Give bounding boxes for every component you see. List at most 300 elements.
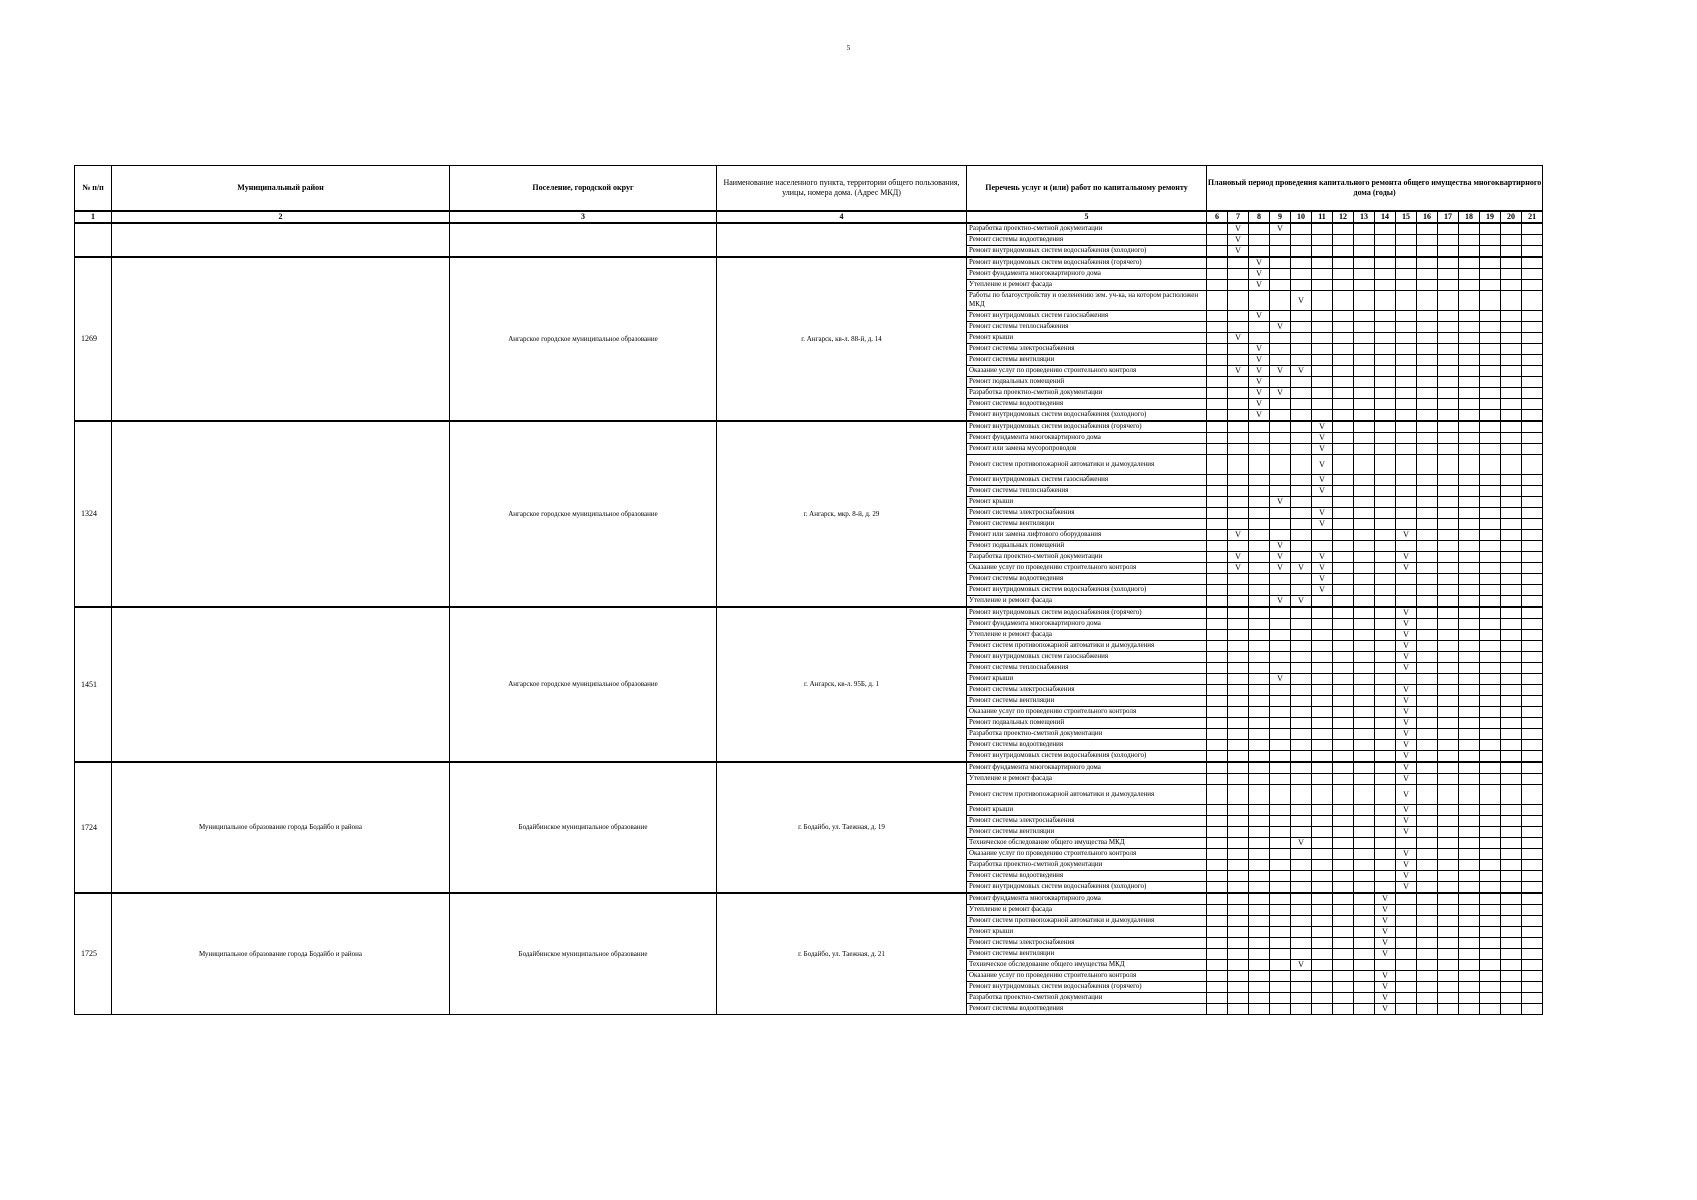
year-cell: [1333, 432, 1354, 443]
year-cell: [1459, 815, 1480, 826]
year-cell: [1459, 784, 1480, 804]
header-works: Перечень услуг и (или) работ по капитальному ремонту: [967, 166, 1207, 211]
year-cell: [1480, 1003, 1501, 1014]
year-mark: V: [1396, 728, 1417, 739]
year-cell: [1228, 695, 1249, 706]
year-cell: [1354, 695, 1375, 706]
year-cell: [1312, 684, 1333, 695]
year-cell: [1522, 529, 1543, 540]
year-cell: [1480, 376, 1501, 387]
year-cell: [1291, 343, 1312, 354]
year-cell: [1291, 848, 1312, 859]
year-cell: [1480, 584, 1501, 595]
year-cell: [1480, 618, 1501, 629]
work-item: Ремонт или замена лифтового оборудования: [967, 529, 1207, 540]
year-cell: [1228, 279, 1249, 290]
year-cell: [1417, 629, 1438, 640]
year-cell: [1333, 245, 1354, 257]
year-cell: [1354, 332, 1375, 343]
year-cell: [1291, 684, 1312, 695]
row-number: [75, 223, 112, 257]
year-cell: [1501, 607, 1522, 619]
year-cell: [1375, 739, 1396, 750]
year-cell: [1249, 848, 1270, 859]
year-cell: [1228, 937, 1249, 948]
year-mark: V: [1249, 365, 1270, 376]
year-cell: [1396, 474, 1417, 485]
work-item: Ремонт фундамента многоквартирного дома: [967, 432, 1207, 443]
year-cell: [1270, 937, 1291, 948]
year-cell: [1417, 443, 1438, 454]
year-cell: [1333, 540, 1354, 551]
year-cell: [1207, 981, 1228, 992]
year-cell: [1438, 398, 1459, 409]
year-cell: [1312, 750, 1333, 762]
year-cell: [1396, 496, 1417, 507]
year-mark: V: [1228, 529, 1249, 540]
year-cell: [1312, 739, 1333, 750]
work-item: Ремонт крыши: [967, 332, 1207, 343]
work-item: Утепление и ремонт фасада: [967, 904, 1207, 915]
year-cell: [1375, 310, 1396, 321]
year-cell: [1207, 695, 1228, 706]
year-cell: [1249, 915, 1270, 926]
year-cell: [1270, 529, 1291, 540]
year-cell: [1438, 948, 1459, 959]
work-item: Ремонт систем противопожарной автоматики и дымоудаления: [967, 915, 1207, 926]
year-cell: [1480, 432, 1501, 443]
year-cell: [1375, 454, 1396, 474]
year-cell: [1501, 529, 1522, 540]
year-cell: [1354, 784, 1375, 804]
year-cell: [1417, 937, 1438, 948]
year-cell: [1438, 728, 1459, 739]
year-cell: [1291, 268, 1312, 279]
year-cell: [1522, 223, 1543, 235]
row-number: 1269: [75, 257, 112, 421]
year-cell: [1480, 474, 1501, 485]
year-cell: [1207, 640, 1228, 651]
year-cell: [1228, 750, 1249, 762]
work-item: Ремонт системы водоотведения: [967, 870, 1207, 881]
year-cell: [1522, 893, 1543, 905]
year-cell: [1270, 992, 1291, 1003]
year-cell: [1270, 485, 1291, 496]
year-cell: [1333, 673, 1354, 684]
year-cell: [1438, 629, 1459, 640]
year-cell: [1291, 804, 1312, 815]
year-mark: V: [1312, 432, 1333, 443]
year-cell: [1291, 893, 1312, 905]
work-item: Оказание услуг по проведению строительного контроля: [967, 706, 1207, 717]
year-cell: [1249, 443, 1270, 454]
year-cell: [1396, 837, 1417, 848]
year-cell: [1312, 728, 1333, 739]
year-mark: V: [1270, 365, 1291, 376]
year-cell: [1438, 684, 1459, 695]
settlement-cell: Бодайбинское муниципальное образование: [450, 893, 717, 1015]
year-cell: [1333, 268, 1354, 279]
year-cell: [1312, 343, 1333, 354]
year-cell: [1459, 496, 1480, 507]
year-cell: [1354, 376, 1375, 387]
year-cell: [1291, 607, 1312, 619]
year-cell: [1312, 257, 1333, 269]
year-cell: [1522, 321, 1543, 332]
year-column-number-11: 11: [1312, 211, 1333, 223]
year-cell: [1417, 992, 1438, 1003]
year-cell: [1459, 970, 1480, 981]
year-cell: [1438, 551, 1459, 562]
year-cell: [1522, 629, 1543, 640]
year-cell: [1480, 454, 1501, 474]
year-cell: [1249, 551, 1270, 562]
year-cell: [1480, 859, 1501, 870]
year-cell: [1270, 354, 1291, 365]
year-cell: [1396, 992, 1417, 1003]
year-cell: [1417, 454, 1438, 474]
year-cell: [1459, 826, 1480, 837]
year-cell: [1522, 354, 1543, 365]
year-cell: [1438, 762, 1459, 774]
year-cell: [1396, 454, 1417, 474]
year-cell: [1354, 773, 1375, 784]
year-cell: [1354, 926, 1375, 937]
year-cell: [1249, 728, 1270, 739]
year-cell: [1501, 970, 1522, 981]
year-cell: [1438, 784, 1459, 804]
year-cell: [1228, 815, 1249, 826]
year-cell: [1270, 739, 1291, 750]
year-cell: [1375, 551, 1396, 562]
work-item: Ремонт крыши: [967, 673, 1207, 684]
year-cell: [1270, 706, 1291, 717]
year-cell: [1249, 507, 1270, 518]
year-cell: [1354, 859, 1375, 870]
year-cell: [1291, 815, 1312, 826]
year-cell: [1354, 717, 1375, 728]
year-cell: [1375, 640, 1396, 651]
year-cell: [1438, 937, 1459, 948]
year-cell: [1459, 245, 1480, 257]
year-mark: V: [1396, 706, 1417, 717]
year-cell: [1375, 421, 1396, 433]
year-cell: [1207, 717, 1228, 728]
year-cell: [1438, 354, 1459, 365]
year-cell: [1270, 728, 1291, 739]
year-cell: [1312, 1003, 1333, 1014]
year-cell: [1228, 398, 1249, 409]
row-number: 1324: [75, 421, 112, 607]
year-cell: [1228, 268, 1249, 279]
year-cell: [1333, 595, 1354, 607]
year-cell: [1228, 387, 1249, 398]
year-cell: [1207, 310, 1228, 321]
year-cell: [1438, 595, 1459, 607]
year-cell: [1207, 651, 1228, 662]
year-cell: [1228, 959, 1249, 970]
year-cell: [1522, 640, 1543, 651]
year-cell: [1375, 662, 1396, 673]
year-cell: [1480, 279, 1501, 290]
year-cell: [1417, 1003, 1438, 1014]
year-cell: [1354, 343, 1375, 354]
year-cell: [1207, 474, 1228, 485]
year-cell: [1270, 837, 1291, 848]
year-cell: [1354, 662, 1375, 673]
year-cell: [1375, 245, 1396, 257]
year-mark: V: [1396, 607, 1417, 619]
year-cell: [1459, 948, 1480, 959]
year-mark: V: [1270, 496, 1291, 507]
year-cell: [1417, 804, 1438, 815]
work-item: Ремонт подвальных помещений: [967, 717, 1207, 728]
year-cell: [1417, 739, 1438, 750]
year-mark: V: [1375, 981, 1396, 992]
page-number: 5: [846, 44, 851, 52]
year-cell: [1207, 421, 1228, 433]
year-cell: [1207, 518, 1228, 529]
year-mark: V: [1249, 343, 1270, 354]
year-cell: [1459, 915, 1480, 926]
year-cell: [1375, 398, 1396, 409]
year-cell: [1480, 343, 1501, 354]
year-cell: [1522, 310, 1543, 321]
year-cell: [1522, 290, 1543, 310]
year-cell: [1417, 398, 1438, 409]
work-item: Ремонт системы водоотведения: [967, 234, 1207, 245]
year-cell: [1501, 629, 1522, 640]
year-cell: [1480, 551, 1501, 562]
year-mark: V: [1312, 443, 1333, 454]
year-cell: [1249, 584, 1270, 595]
year-cell: [1228, 728, 1249, 739]
year-mark: V: [1228, 332, 1249, 343]
year-cell: [1501, 518, 1522, 529]
year-cell: [1459, 443, 1480, 454]
year-cell: [1501, 332, 1522, 343]
year-cell: [1417, 904, 1438, 915]
year-cell: [1438, 651, 1459, 662]
year-cell: [1375, 321, 1396, 332]
year-cell: [1522, 992, 1543, 1003]
year-cell: [1228, 290, 1249, 310]
year-cell: [1375, 784, 1396, 804]
settlement-cell: Ангарское городское муниципальное образование: [450, 421, 717, 607]
year-cell: [1207, 321, 1228, 332]
year-cell: [1333, 474, 1354, 485]
row-number: 1724: [75, 762, 112, 893]
year-cell: [1396, 376, 1417, 387]
year-cell: [1354, 826, 1375, 837]
year-cell: [1501, 750, 1522, 762]
year-cell: [1207, 870, 1228, 881]
work-item: Утепление и ремонт фасада: [967, 595, 1207, 607]
year-cell: [1249, 992, 1270, 1003]
work-item: Ремонт системы электроснабжения: [967, 343, 1207, 354]
year-cell: [1270, 454, 1291, 474]
year-cell: [1438, 640, 1459, 651]
year-cell: [1228, 618, 1249, 629]
year-cell: [1459, 387, 1480, 398]
year-cell: [1522, 695, 1543, 706]
year-cell: [1333, 365, 1354, 376]
year-cell: [1438, 343, 1459, 354]
year-cell: [1438, 562, 1459, 573]
year-cell: [1459, 904, 1480, 915]
year-cell: [1249, 970, 1270, 981]
year-cell: [1249, 432, 1270, 443]
year-cell: [1354, 584, 1375, 595]
year-cell: [1291, 717, 1312, 728]
year-cell: [1438, 926, 1459, 937]
year-cell: [1291, 937, 1312, 948]
year-cell: [1291, 409, 1312, 421]
year-cell: [1480, 321, 1501, 332]
year-cell: [1354, 728, 1375, 739]
year-cell: [1522, 551, 1543, 562]
year-cell: [1480, 607, 1501, 619]
settlement-cell: Ангарское городское муниципальное образование: [450, 607, 717, 762]
work-item: Ремонт системы водоотведения: [967, 573, 1207, 584]
year-cell: [1270, 717, 1291, 728]
year-cell: [1333, 354, 1354, 365]
year-cell: [1333, 662, 1354, 673]
year-cell: [1291, 529, 1312, 540]
year-cell: [1228, 629, 1249, 640]
work-item: Разработка проектно-сметной документации: [967, 387, 1207, 398]
year-cell: [1354, 804, 1375, 815]
year-mark: V: [1396, 640, 1417, 651]
year-cell: [1228, 915, 1249, 926]
year-cell: [1207, 706, 1228, 717]
year-mark: V: [1312, 474, 1333, 485]
year-cell: [1207, 926, 1228, 937]
year-cell: [1438, 529, 1459, 540]
year-cell: [1291, 673, 1312, 684]
work-item: Ремонт внутридомовых систем водоснабжения (холодного): [967, 584, 1207, 595]
year-cell: [1249, 485, 1270, 496]
year-cell: [1207, 826, 1228, 837]
year-cell: [1291, 739, 1312, 750]
year-cell: [1354, 640, 1375, 651]
year-mark: V: [1228, 562, 1249, 573]
work-item: Ремонт крыши: [967, 804, 1207, 815]
year-cell: [1333, 443, 1354, 454]
year-cell: [1312, 245, 1333, 257]
work-item: Ремонт системы электроснабжения: [967, 507, 1207, 518]
year-cell: [1333, 629, 1354, 640]
year-column-number-14: 14: [1375, 211, 1396, 223]
year-cell: [1249, 421, 1270, 433]
work-item: Ремонт крыши: [967, 496, 1207, 507]
year-cell: [1417, 485, 1438, 496]
year-cell: [1459, 837, 1480, 848]
year-cell: [1228, 607, 1249, 619]
year-cell: [1312, 695, 1333, 706]
year-cell: [1522, 485, 1543, 496]
year-cell: [1312, 893, 1333, 905]
year-cell: [1501, 640, 1522, 651]
work-item: Ремонт внутридомовых систем водоснабжения (холодного): [967, 245, 1207, 257]
year-cell: [1207, 234, 1228, 245]
year-cell: [1333, 234, 1354, 245]
year-cell: [1270, 848, 1291, 859]
year-cell: [1333, 562, 1354, 573]
year-cell: [1249, 762, 1270, 774]
year-cell: [1417, 496, 1438, 507]
year-cell: [1333, 507, 1354, 518]
work-item: Ремонт системы водоотведения: [967, 1003, 1207, 1014]
year-cell: [1396, 981, 1417, 992]
year-cell: [1480, 706, 1501, 717]
year-cell: [1522, 762, 1543, 774]
year-cell: [1312, 859, 1333, 870]
year-cell: [1333, 1003, 1354, 1014]
year-cell: [1480, 992, 1501, 1003]
year-cell: [1522, 826, 1543, 837]
year-cell: [1291, 981, 1312, 992]
year-cell: [1207, 432, 1228, 443]
work-item: Ремонт системы вентиляции: [967, 695, 1207, 706]
year-cell: [1438, 321, 1459, 332]
year-cell: [1438, 673, 1459, 684]
year-cell: [1522, 728, 1543, 739]
work-item: Ремонт фундамента многоквартирного дома: [967, 762, 1207, 774]
year-mark: V: [1396, 815, 1417, 826]
row-number: 1725: [75, 893, 112, 1015]
year-cell: [1228, 673, 1249, 684]
year-cell: [1396, 948, 1417, 959]
year-cell: [1396, 1003, 1417, 1014]
year-cell: [1459, 959, 1480, 970]
year-cell: [1438, 981, 1459, 992]
year-cell: [1501, 992, 1522, 1003]
year-cell: [1459, 485, 1480, 496]
year-cell: [1417, 607, 1438, 619]
year-cell: [1396, 518, 1417, 529]
year-cell: [1375, 607, 1396, 619]
work-item: Разработка проектно-сметной документации: [967, 728, 1207, 739]
year-cell: [1228, 257, 1249, 269]
year-cell: [1291, 321, 1312, 332]
year-cell: [1291, 870, 1312, 881]
year-cell: [1501, 859, 1522, 870]
year-cell: [1501, 762, 1522, 774]
year-cell: [1501, 915, 1522, 926]
year-cell: [1438, 584, 1459, 595]
year-mark: V: [1291, 562, 1312, 573]
year-cell: [1270, 948, 1291, 959]
year-cell: [1438, 474, 1459, 485]
year-cell: [1333, 904, 1354, 915]
year-column-number-15: 15: [1396, 211, 1417, 223]
work-item: Работы по благоустройству и озеленению зем. уч-ка, на котором расположен МКД: [967, 290, 1207, 310]
year-cell: [1207, 904, 1228, 915]
year-cell: [1417, 245, 1438, 257]
work-item: Техническое обследование общего имущества МКД: [967, 837, 1207, 848]
year-cell: [1522, 332, 1543, 343]
year-cell: [1396, 245, 1417, 257]
year-cell: [1396, 343, 1417, 354]
year-cell: [1501, 717, 1522, 728]
year-cell: [1312, 354, 1333, 365]
year-mark: V: [1312, 518, 1333, 529]
year-cell: [1522, 443, 1543, 454]
year-cell: [1312, 595, 1333, 607]
year-cell: [1522, 257, 1543, 269]
year-cell: [1480, 684, 1501, 695]
